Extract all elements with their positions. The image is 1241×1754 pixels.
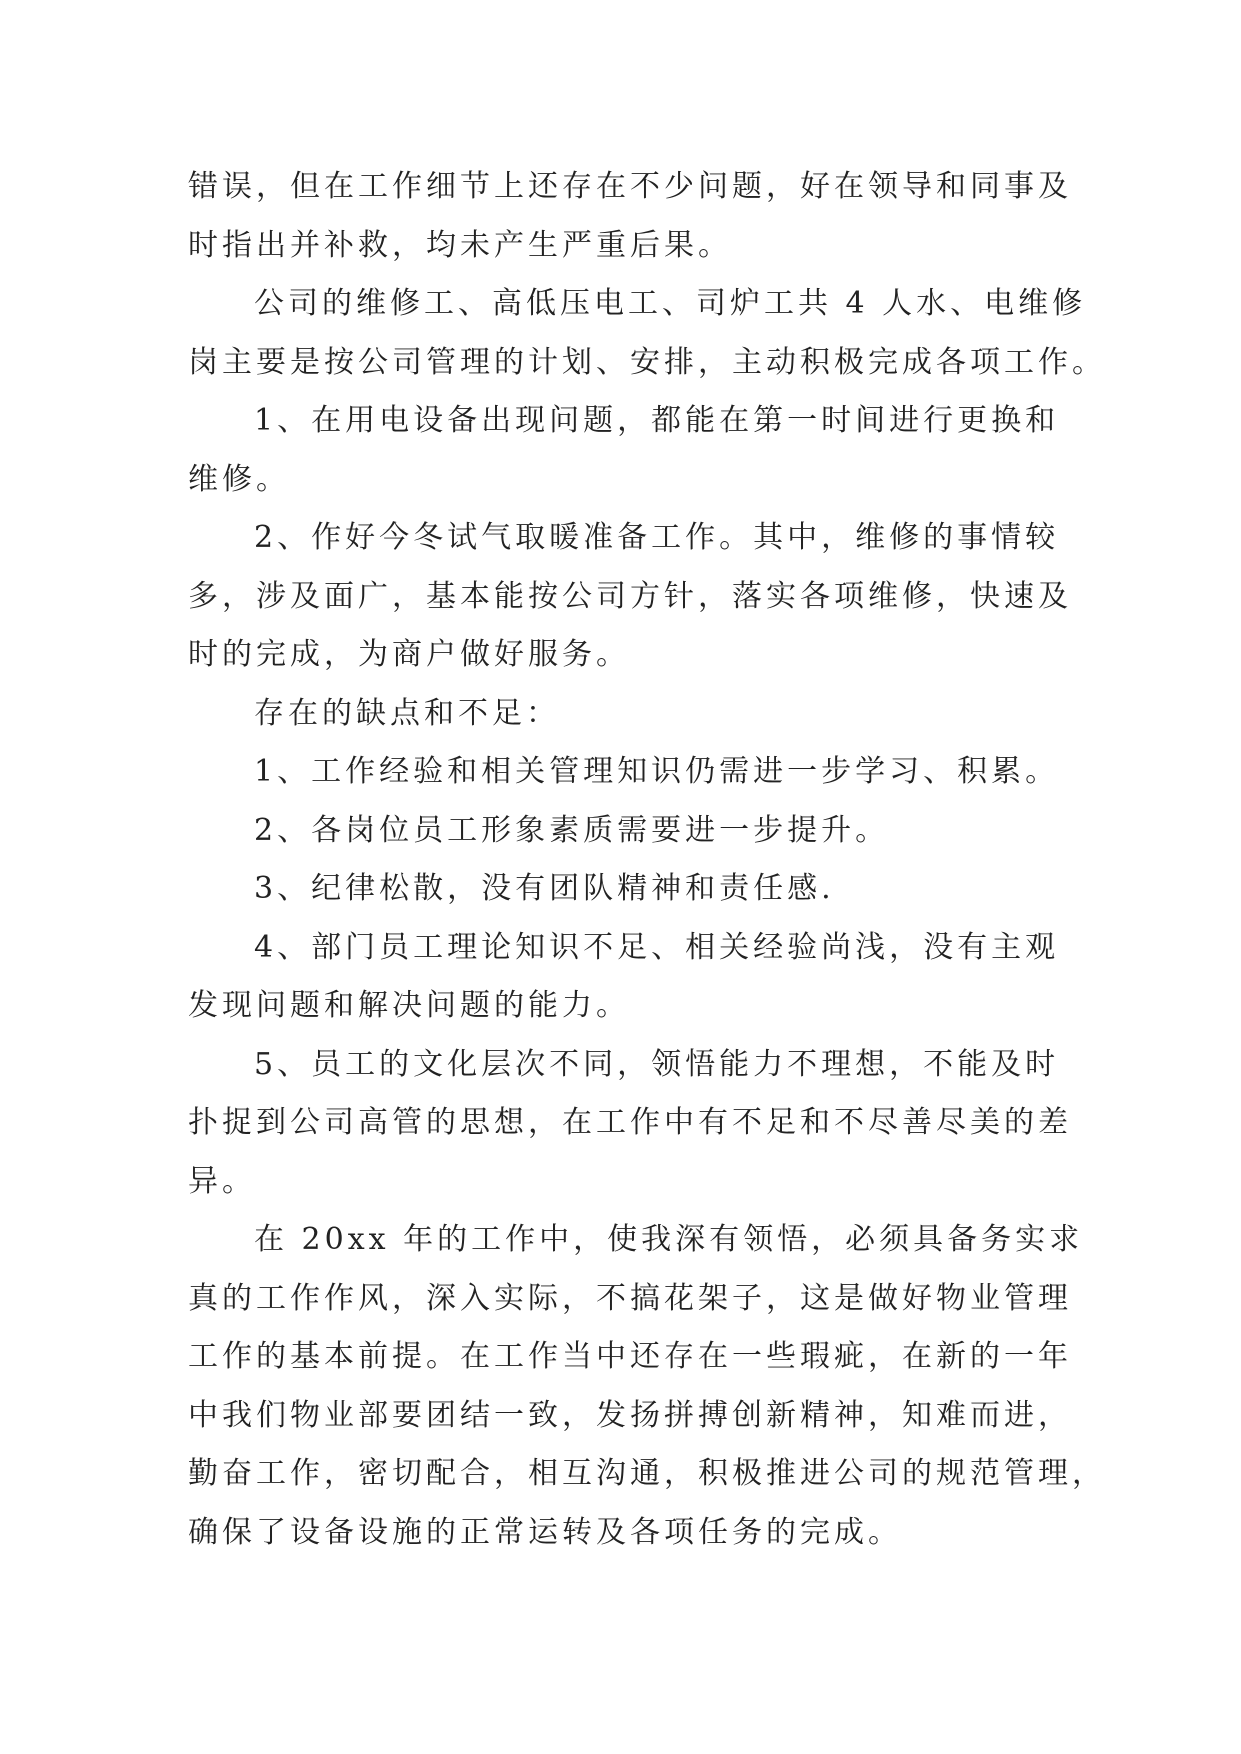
text-line: 工作的基本前提。在工作当中还存在一些瑕疵，在新的一年 <box>188 1339 1072 1374</box>
conclusion-start-line: 在 20xx 年的工作中，使我深有领悟，必须具备务实求 <box>254 1222 1084 1257</box>
paragraph-start-line: 公司的维修工、高低压电工、司炉工共 4 人水、电维修 <box>254 286 1087 321</box>
shortcoming-item-4: 4、部门员工理论知识不足、相关经验尚浅，没有主观 <box>254 929 1060 965</box>
text-line: 确保了设备设施的正常运转及各项任务的完成。 <box>188 1514 902 1550</box>
list-item-1-line: 1、在用电设备出现问题，都能在第一时间进行更换和 <box>254 403 1060 438</box>
shortcoming-item-1: 1、工作经验和相关管理知识仍需进一步学习、积累。 <box>254 754 1060 789</box>
text-line: 错误，但在工作细节上还存在不少问题，好在领导和同事及 <box>188 169 1072 204</box>
text-line: 发现问题和解决问题的能力。 <box>188 988 630 1023</box>
text-line: 多，涉及面广，基本能按公司方针，落实各项维修，快速及 <box>188 578 1072 614</box>
shortcoming-item-5: 5、员工的文化层次不同，领悟能力不理想，不能及时 <box>254 1046 1060 1082</box>
text-line: 扑捉到公司高管的思想，在工作中有不足和不尽善尽美的差 <box>188 1105 1072 1140</box>
text-line: 时指出并补救，均未产生严重后果。 <box>188 227 732 263</box>
text-line: 真的工作作风，深入实际，不搞花架子，这是做好物业管理 <box>188 1280 1072 1316</box>
document-body <box>188 158 1106 1562</box>
section-heading-line: 存在的缺点和不足： <box>254 695 560 731</box>
shortcoming-item-3: 3、纪律松散，没有团队精神和责任感. <box>254 871 835 906</box>
text-line: 岗主要是按公司管理的计划、安排，主动积极完成各项工作。 <box>188 344 1106 380</box>
text-line: 异。 <box>188 1163 256 1199</box>
text-line: 中我们物业部要团结一致，发扬拼搏创新精神，知难而进， <box>188 1397 1072 1433</box>
shortcoming-item-2: 2、各岗位员工形象素质需要进一步提升。 <box>254 812 890 848</box>
text-line: 勤奋工作，密切配合，相互沟通，积极推进公司的规范管理， <box>188 1456 1106 1491</box>
text-line: 时的完成，为商户做好服务。 <box>188 637 630 672</box>
list-item-2-line: 2、作好今冬试气取暖准备工作。其中，维修的事情较 <box>254 520 1060 555</box>
text-line: 维修。 <box>188 461 290 497</box>
